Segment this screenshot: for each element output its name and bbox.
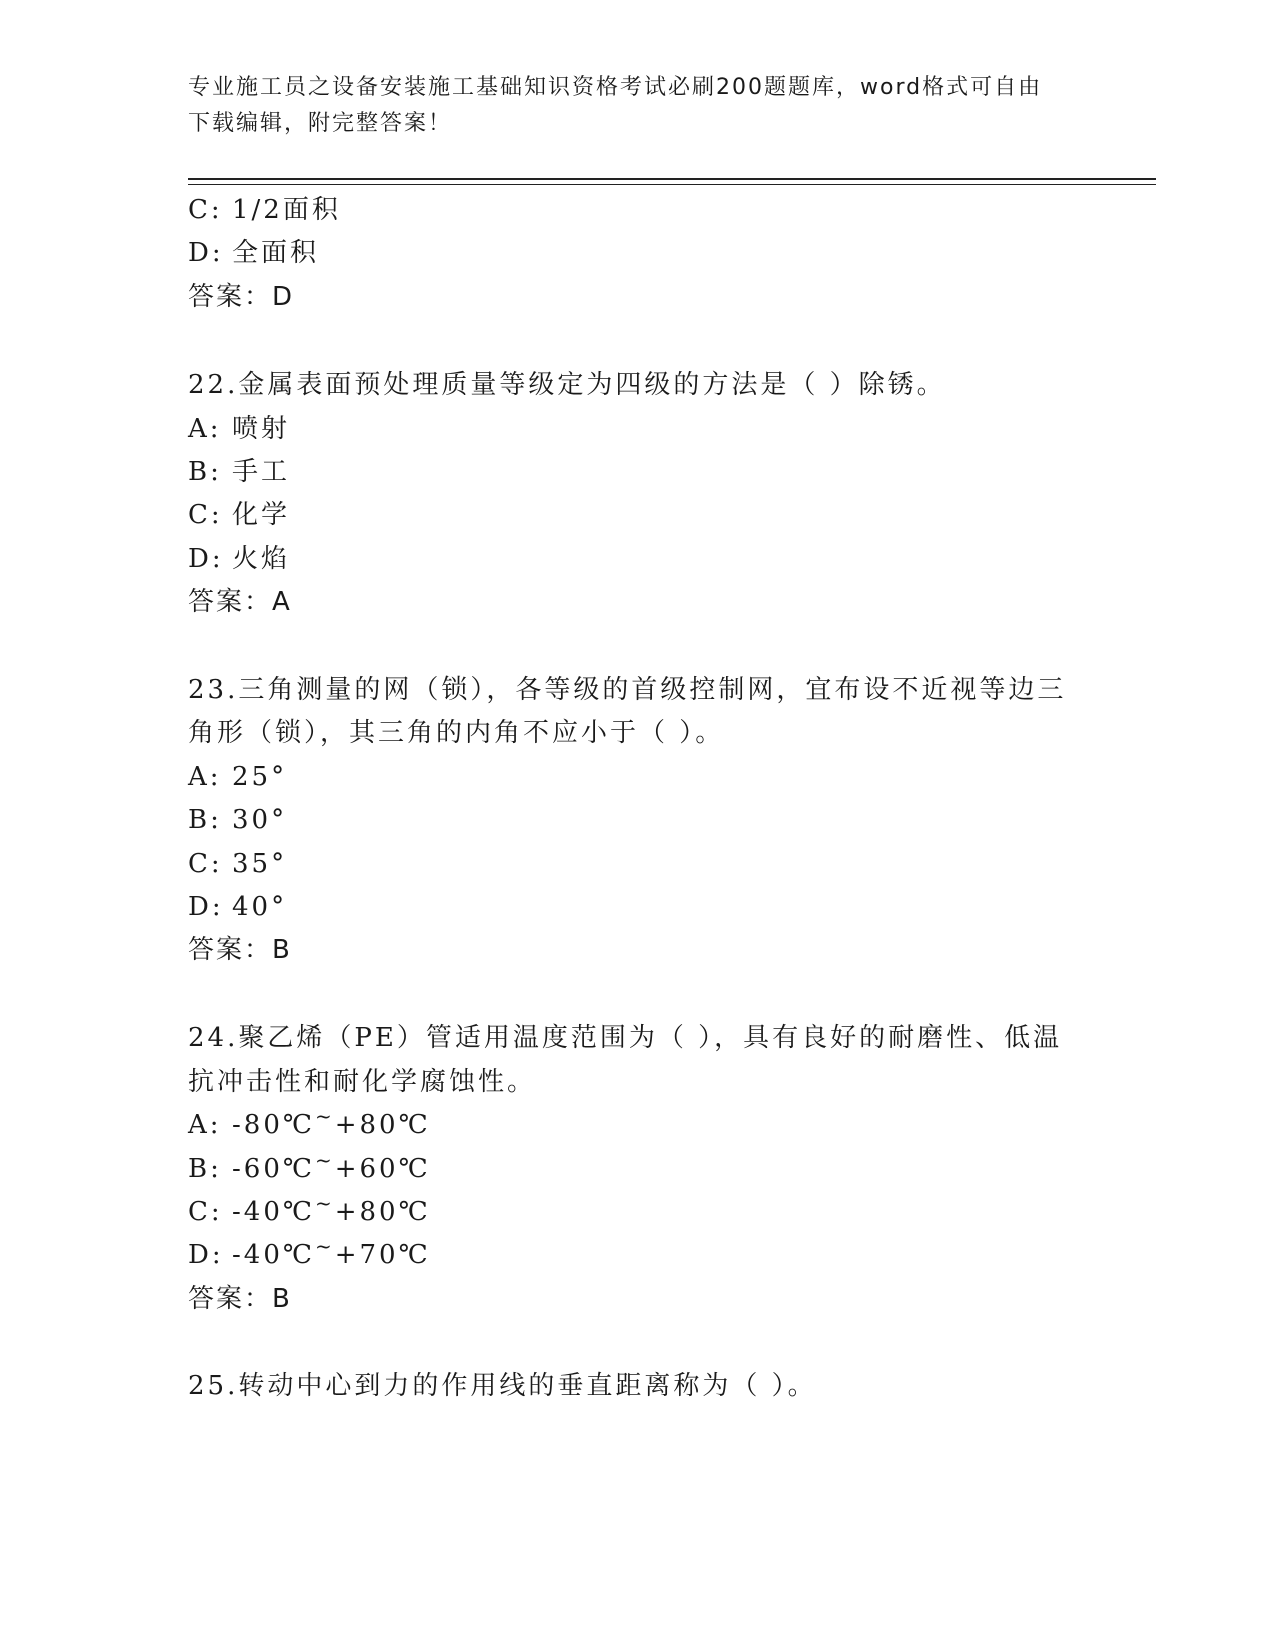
q25-stem: 25.转动中心到力的作用线的垂直距离称为（ ）。	[188, 1371, 817, 1401]
option-text: 火焰	[232, 544, 291, 574]
range-from: -40℃	[232, 1197, 315, 1227]
range-to: +80℃	[334, 1110, 431, 1140]
option-letter: A:	[188, 414, 222, 444]
option-text: 25°	[232, 762, 288, 792]
q22-answer: 答案：A	[188, 587, 292, 617]
q23-option-a	[188, 760, 287, 794]
range-to: +60℃	[334, 1154, 431, 1184]
option-text: 40°	[232, 892, 288, 922]
q24-stem-line-2: 抗冲击性和耐化学腐蚀性。	[188, 1067, 537, 1097]
range-tilde: ~	[314, 1234, 335, 1258]
header-line-2: 下载编辑，附完整答案！	[188, 111, 453, 136]
q21-option-d	[188, 236, 319, 270]
q22-stem: 22.金属表面预处理质量等级定为四级的方法是（ ）除锈。	[188, 370, 946, 400]
q22-option-c	[188, 498, 290, 532]
option-letter: C:	[188, 849, 223, 879]
q24-option-b	[188, 1148, 431, 1187]
range-from: -40℃	[232, 1240, 315, 1270]
range-from: -80℃	[232, 1110, 315, 1140]
range-to: +80℃	[334, 1197, 431, 1227]
range-from: -60℃	[232, 1154, 315, 1184]
option-letter: D:	[188, 1240, 224, 1270]
q24-answer: 答案：B	[188, 1284, 292, 1314]
option-text: 1/2面积	[232, 195, 341, 225]
option-letter: B:	[188, 1154, 222, 1184]
range-tilde: ~	[314, 1148, 335, 1172]
option-text: 35°	[232, 849, 288, 879]
header-divider-thin	[188, 184, 1156, 185]
q22-option-b	[188, 455, 290, 489]
option-text: 喷射	[232, 414, 291, 444]
q23-option-b	[188, 803, 287, 837]
header-divider-thick	[188, 178, 1156, 180]
option-letter: C:	[188, 195, 223, 225]
option-text: 化学	[232, 500, 291, 530]
option-letter: D:	[188, 892, 224, 922]
q24-option-c	[188, 1191, 431, 1230]
option-text: 全面积	[232, 238, 320, 268]
option-text: 30°	[232, 805, 288, 835]
option-letter: C:	[188, 1197, 223, 1227]
option-letter: A:	[188, 1110, 222, 1140]
q23-stem-line-1: 23.三角测量的网（锁），各等级的首级控制网，宜布设不近视等边三	[188, 675, 1067, 705]
range-tilde: ~	[314, 1104, 335, 1128]
q23-stem-line-2: 角形（锁），其三角的内角不应小于（ ）。	[188, 718, 725, 748]
q24-option-d	[188, 1234, 431, 1273]
q23-option-c	[188, 847, 287, 881]
q23-option-d	[188, 890, 287, 924]
option-letter: D:	[188, 544, 224, 574]
q24-stem-line-1: 24.聚乙烯（PE）管适用温度范围为（ ），具有良好的耐磨性、低温	[188, 1023, 1063, 1053]
document-header	[188, 70, 1088, 142]
q22-option-d	[188, 542, 290, 576]
option-letter: B:	[188, 457, 222, 487]
range-to: +70℃	[334, 1240, 431, 1270]
range-tilde: ~	[314, 1191, 335, 1215]
header-line-1: 专业施工员之设备安装施工基础知识资格考试必刷200题题库，word格式可自由	[188, 75, 1043, 100]
option-letter: A:	[188, 762, 222, 792]
q22-option-a	[188, 412, 290, 446]
q23-answer: 答案：B	[188, 935, 292, 965]
q24-option-a	[188, 1104, 431, 1143]
option-text: 手工	[232, 457, 291, 487]
q21-answer: 答案：D	[188, 282, 295, 312]
q21-option-c	[188, 193, 341, 227]
option-letter: D:	[188, 238, 224, 268]
option-letter: B:	[188, 805, 222, 835]
option-letter: C:	[188, 500, 223, 530]
